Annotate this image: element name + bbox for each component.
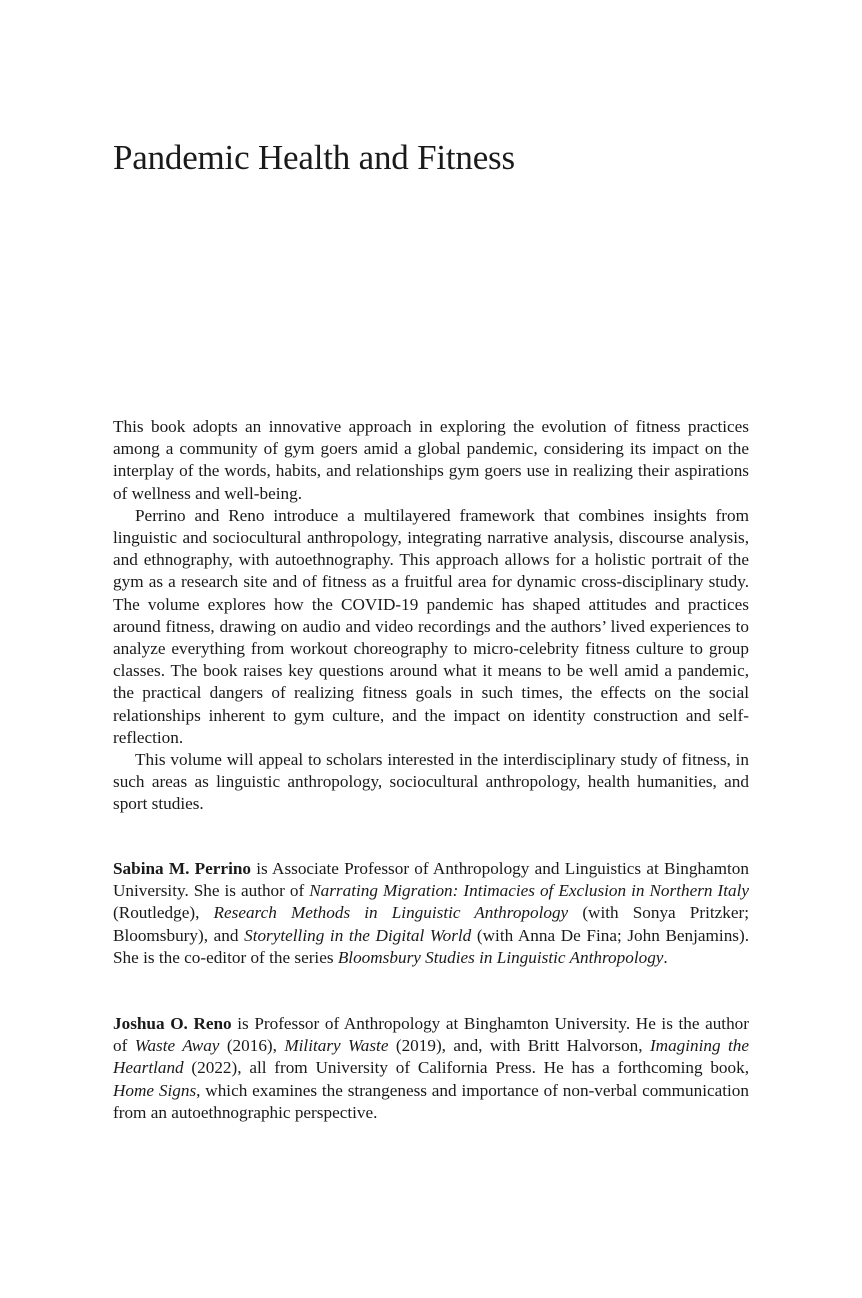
series-title-italic: Bloomsbury Studies in Linguistic Anthropology — [337, 947, 664, 967]
bio-text: (2019), and, with Britt Halvorson, — [388, 1036, 650, 1056]
bio-text: (Routledge), — [113, 903, 214, 923]
book-title: Pandemic Health and Fitness — [113, 138, 515, 177]
bio-text: is Associate Professor of Anthropology and Linguistics at Binghamton University. She is author of — [113, 859, 749, 901]
bio-perrino-text — [113, 858, 749, 969]
book-title-italic: Storytelling in the Digital World — [244, 925, 472, 945]
author-bio-reno — [113, 1013, 749, 1124]
description-paragraph-3: This volume will appeal to scholars interested in the interdisciplinary study of fitness, in such areas as linguistic anthropology, sociocultural anthropology, health humanities, and sport studies. — [113, 750, 749, 814]
bio-text: . — [663, 947, 668, 967]
book-title-italic: Waste Away — [134, 1036, 220, 1056]
bio-text: , which examines the strangeness and importance of non-verbal communication from an autoethnographic perspective. — [113, 1080, 749, 1122]
bio-reno-text — [113, 1013, 749, 1124]
bio-text: (with Sonya Pritzker; Bloomsbury), and — [113, 903, 749, 945]
bio-text: (with Anna De Fina; John Benjamins). She is the co-editor of the series — [113, 925, 750, 967]
bio-text: is Professor of Anthropology at Binghamton University. He is the author of — [113, 1014, 749, 1056]
description-paragraph-1: This book adopts an innovative approach in exploring the evolution of fitness practices among a community of gym goers amid a global pandemic, considering its impact on the interplay of the words, habits, and relationships gym goers use in realizing their aspirations of wellness and well-being. — [113, 417, 749, 503]
author-bio-perrino — [113, 858, 749, 969]
author-name-reno: Joshua O. Reno — [113, 1014, 232, 1033]
author-name-perrino: Sabina M. Perrino — [113, 859, 251, 878]
description-paragraph-2: Perrino and Reno introduce a multilayered framework that combines insights from linguistic and sociocultural anthropology, integrating narrative analysis, discourse analysis, and ethnography, with autoethnography. This approach allows for a holistic portrait of the gym as a research site and of fitness as a fruitful area for dynamic cross-disciplinary study. The volume explores how the COVID-19 pandemic has shaped attitudes and practices around fitness, drawing on audio and video recordings and the authors’ lived experiences to analyze everything from workout choreography to micro-celebrity fitness culture to group classes. The book raises key questions around what it means to be well amid a pandemic, the practical dangers of realizing fitness goals in such times, the effects on the social relationships inherent to gym culture, and the impact on identity construction and self-reflection. — [113, 505, 749, 747]
bio-text: (2022), all from University of California Press. He has a forthcoming book, — [183, 1058, 749, 1078]
book-description — [113, 416, 749, 816]
book-title-italic: Military Waste — [284, 1036, 389, 1056]
book-title-italic: Research Methods in Linguistic Anthropology — [213, 903, 569, 923]
book-title-italic: Imagining the Heartland — [113, 1036, 749, 1078]
book-title-italic: Narrating Migration: Intimacies of Exclusion in Northern Italy — [309, 881, 749, 901]
bio-text: (2016), — [219, 1036, 285, 1056]
book-title-italic: Home Signs — [113, 1080, 197, 1100]
